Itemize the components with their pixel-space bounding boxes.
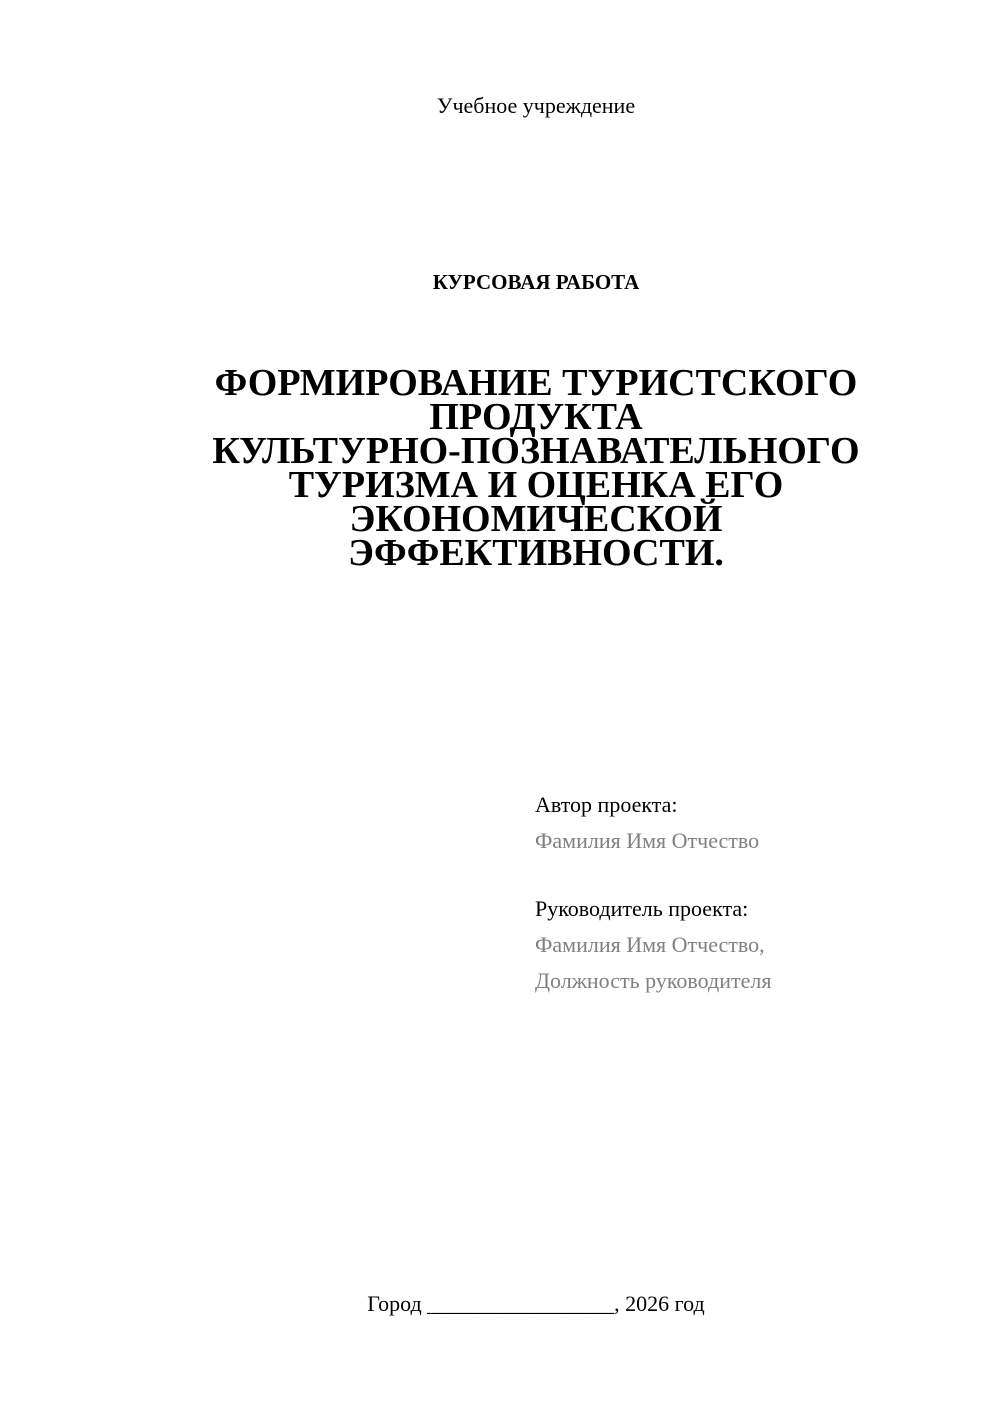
institution-name: Учебное учреждение xyxy=(436,93,636,118)
title-line: ФОРМИРОВАНИЕ ТУРИСТСКОГО xyxy=(214,362,858,404)
supervisor-name: Фамилия Имя Отчество, xyxy=(535,932,765,957)
author-name: Фамилия Имя Отчество xyxy=(535,828,760,853)
author-label: Автор проекта: xyxy=(535,792,678,817)
title-line: ЭФФЕКТИВНОСТИ. xyxy=(348,532,724,574)
supervisor-label: Руководитель проекта: xyxy=(535,896,749,921)
title-line: КУЛЬТУРНО-ПОЗНАВАТЕЛЬНОГО xyxy=(212,430,860,472)
title-line: ЭКОНОМИЧЕСКОЙ xyxy=(349,498,723,540)
title-line: ПРОДУКТА xyxy=(429,396,643,438)
supervisor-position: Должность руководителя xyxy=(535,968,772,993)
document-title xyxy=(0,362,1000,574)
work-type-heading: КУРСОВАЯ РАБОТА xyxy=(432,270,640,294)
city-year-line: Город _________________, 2026 год xyxy=(367,1291,705,1316)
title-line: ТУРИЗМА И ОЦЕНКА ЕГО xyxy=(288,464,784,506)
author-block xyxy=(535,787,975,859)
supervisor-block xyxy=(535,891,975,999)
